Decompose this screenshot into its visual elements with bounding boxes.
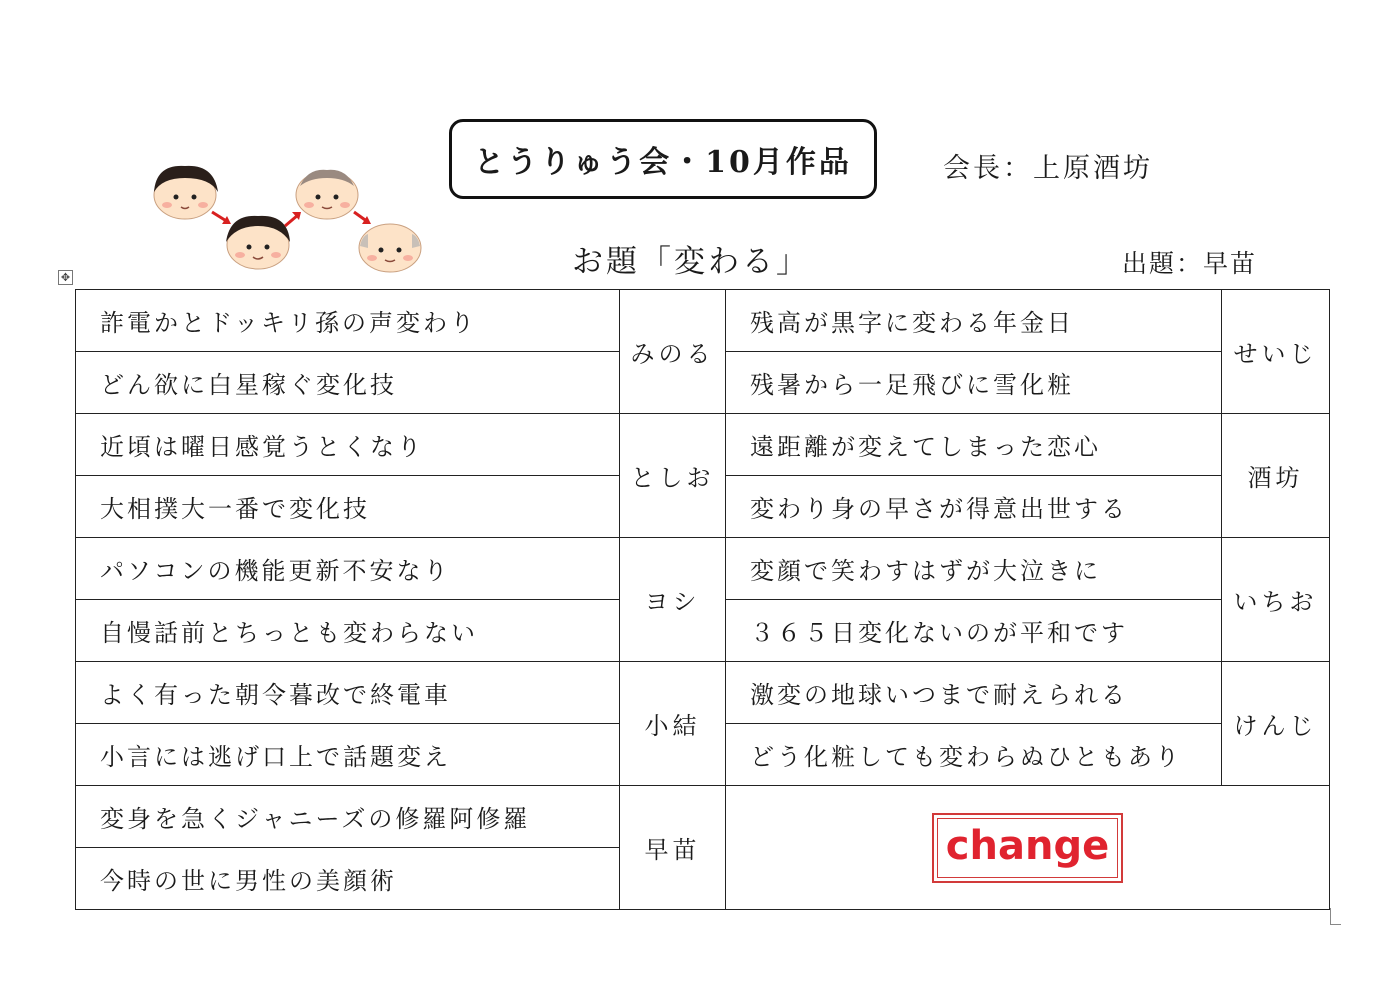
author-cell: ヨシ bbox=[620, 538, 726, 662]
poem-cell: 小言には逃げ口上で話題変え bbox=[76, 724, 620, 786]
poem-cell: 今時の世に男性の美顔術 bbox=[76, 848, 620, 910]
poem-cell: どん欲に白星稼ぐ変化技 bbox=[76, 352, 620, 414]
poem-cell: 激変の地球いつまで耐えられる bbox=[726, 662, 1222, 724]
table-row bbox=[76, 414, 1330, 476]
face-man-icon bbox=[226, 216, 290, 269]
poem-cell: よく有った朝令暮改で終電車 bbox=[76, 662, 620, 724]
poem-cell: どう化粧しても変わらぬひともあり bbox=[726, 724, 1222, 786]
face-older-man-icon bbox=[296, 170, 358, 219]
poem-cell: 近頃は曜日感覚うとくなり bbox=[76, 414, 620, 476]
author-cell: 早苗 bbox=[620, 786, 726, 910]
table-row bbox=[76, 538, 1330, 600]
poem-cell: 詐電かとドッキリ孫の声変わり bbox=[76, 290, 620, 352]
author-cell: 酒坊 bbox=[1222, 414, 1330, 538]
author-cell: みのる bbox=[620, 290, 726, 414]
face-bald-man-icon bbox=[359, 224, 421, 272]
author-cell: としお bbox=[620, 414, 726, 538]
author-cell: せいじ bbox=[1222, 290, 1330, 414]
title-box bbox=[449, 119, 877, 199]
poem-cell: 変身を急くジャニーズの修羅阿修羅 bbox=[76, 786, 620, 848]
poem-cell: 残高が黒字に変わる年金日 bbox=[726, 290, 1222, 352]
author-cell: 小結 bbox=[620, 662, 726, 786]
table-row bbox=[76, 662, 1330, 724]
author-cell: いちお bbox=[1222, 538, 1330, 662]
move-handle-icon[interactable]: ✥ bbox=[58, 270, 73, 285]
change-stamp bbox=[932, 813, 1123, 883]
poem-cell: 大相撲大一番で変化技 bbox=[76, 476, 620, 538]
poem-cell: パソコンの機能更新不安なり bbox=[76, 538, 620, 600]
stamp-text: change bbox=[937, 818, 1118, 878]
poem-cell: ３６５日変化ないのが平和です bbox=[726, 600, 1222, 662]
poem-cell: 自慢話前とちっとも変わらない bbox=[76, 600, 620, 662]
table-row bbox=[76, 290, 1330, 352]
setter-label: 出題：早苗 bbox=[1122, 249, 1258, 278]
poem-cell: 遠距離が変えてしまった恋心 bbox=[726, 414, 1222, 476]
chairman-label: 会長：上原酒坊 bbox=[943, 153, 1153, 184]
poem-cell: 残暑から一足飛びに雪化粧 bbox=[726, 352, 1222, 414]
face-woman-icon bbox=[154, 166, 218, 219]
author-cell: けんじ bbox=[1222, 662, 1330, 786]
stamp-cell bbox=[726, 786, 1330, 910]
poem-cell: 変顔で笑わすはずが大泣きに bbox=[726, 538, 1222, 600]
poem-cell: 変わり身の早さが得意出世する bbox=[726, 476, 1222, 538]
page-title: とうりゅう会・10月作品 bbox=[474, 145, 852, 180]
theme-label: お題「変わる」 bbox=[572, 244, 810, 280]
family-faces-illustration bbox=[140, 150, 440, 280]
table-end-mark bbox=[1330, 908, 1341, 925]
table-row bbox=[76, 786, 1330, 848]
poems-table bbox=[75, 289, 1330, 910]
